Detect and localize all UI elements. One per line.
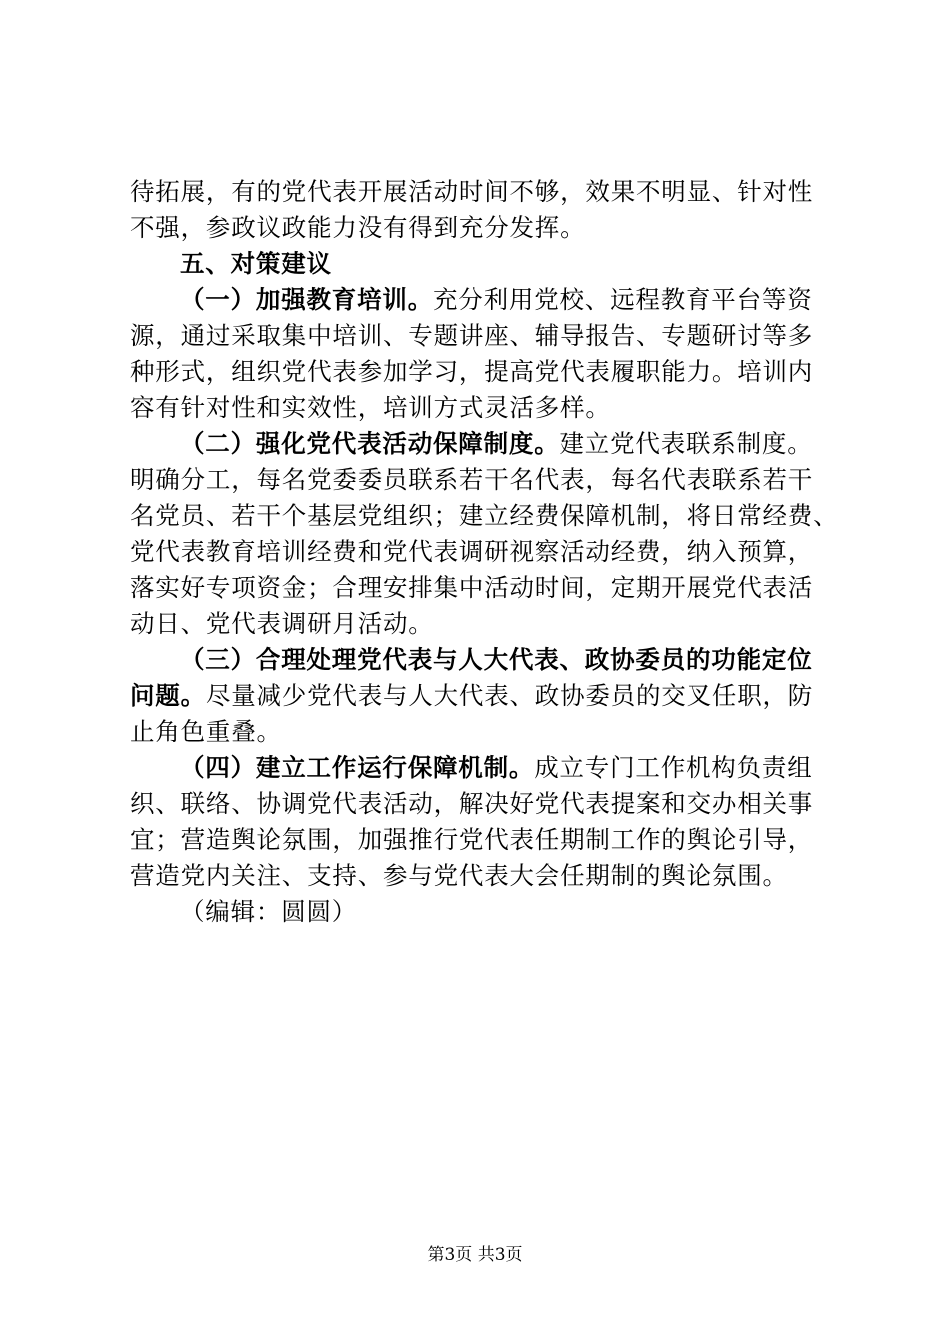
continuation-line-1: 待拓展，有的党代表开展活动时间不够，效果不明显、针对性 [130, 177, 814, 206]
para4-line-2: 织、联络、协调党代表活动，解决好党代表提案和交办相关事 [130, 789, 814, 818]
para4-line-3: 宜；营造舆论氛围，加强推行党代表任期制工作的舆论引导， [130, 825, 814, 854]
para1-line-1 [130, 282, 830, 318]
continuation-line-2: 不强，参政议政能力没有得到充分发挥。 [130, 213, 586, 242]
para4-first-line-text: 成立专门工作机构负责组 [534, 753, 813, 782]
para1-line-4: 容有针对性和实效性，培训方式灵活多样。 [130, 393, 611, 422]
section-heading: 五、对策建议 [180, 249, 332, 278]
para1-line-2: 源，通过采取集中培训、专题讲座、辅导报告、专题研讨等多 [130, 321, 814, 350]
para2-line-3: 名党员、若干个基层党组织；建立经费保障机制，将日常经费、 [130, 501, 839, 530]
para4-line-4: 营造党内关注、支持、参与党代表大会任期制的舆论氛围。 [130, 861, 788, 890]
para2-heading: （二）强化党代表活动保障制度。 [180, 429, 560, 458]
para2-line-6: 动日、党代表调研月活动。 [130, 609, 434, 638]
para1-heading: （一）加强教育培训。 [180, 285, 433, 314]
para2-line-1 [130, 426, 830, 462]
para3-second-line-text: 尽量减少党代表与人大代表、政协委员的交叉任职，防 [205, 681, 814, 710]
para1-first-line-text: 充分利用党校、远程教育平台等资 [433, 285, 813, 314]
para3-heading-line-1: （三）合理处理党代表与人大代表、政协委员的功能定位 [180, 645, 813, 674]
para2-line-2: 明确分工，每名党委委员联系若干名代表，每名代表联系若干 [130, 465, 814, 494]
para2-line-4: 党代表教育培训经费和党代表调研视察活动经费，纳入预算， [130, 537, 814, 566]
para2-line-5: 落实好专项资金；合理安排集中活动时间，定期开展党代表活 [130, 573, 814, 602]
para4-heading: （四）建立工作运行保障机制。 [180, 753, 535, 782]
para2-first-line-text: 建立党代表联系制度。 [559, 429, 813, 458]
para4-line-1 [130, 750, 830, 786]
document-body [130, 174, 839, 930]
para3-heading-end: 问题。 [130, 681, 206, 710]
page-footer: 第3页 共3页 [427, 1245, 523, 1265]
editor-note: （编辑：圆圆） [180, 897, 358, 926]
para3-line-2 [130, 678, 830, 714]
para3-line-3: 止角色重叠。 [130, 717, 282, 746]
para1-line-3: 种形式，组织党代表参加学习，提高党代表履职能力。培训内 [130, 357, 814, 386]
